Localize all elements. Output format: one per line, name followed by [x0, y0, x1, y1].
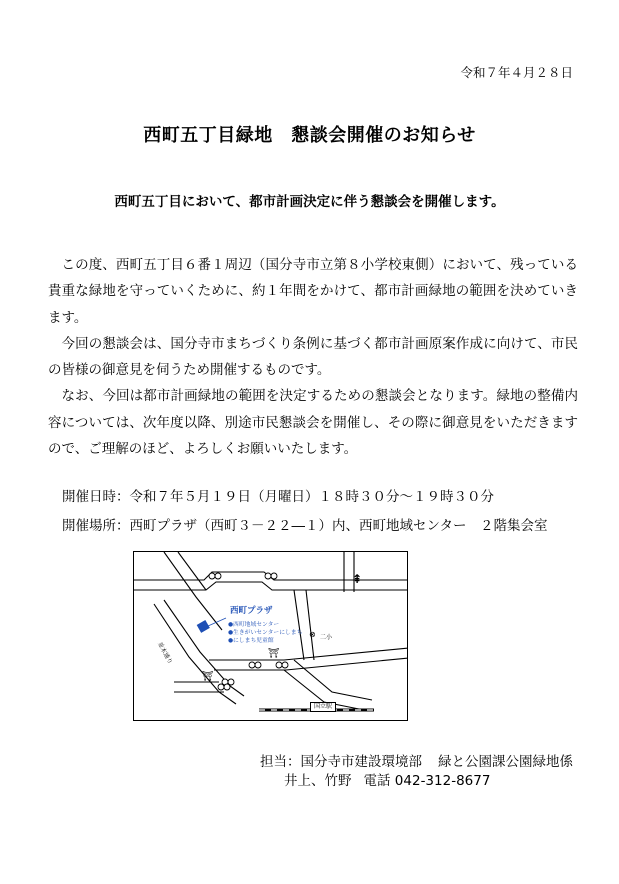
plaza-building-marker: [197, 620, 210, 633]
page-title: 西町五丁目緑地 懇談会開催のお知らせ: [143, 125, 476, 146]
contact-phone-label: 電話: [363, 773, 391, 789]
event-place-row: [62, 514, 582, 534]
map-facility-jidokan: ●にしまち児童館: [228, 638, 274, 644]
issue-date: 令和７年４月２８日: [460, 65, 573, 80]
location-map: [133, 551, 408, 721]
map-facility-ikigai: ●生きがいセンターにしまち: [228, 630, 303, 636]
map-facility-center: ●西町地域センター: [228, 622, 280, 628]
notice-body: [48, 252, 578, 462]
map-street-label: 並木通り: [156, 640, 174, 666]
shrine-icon: ⛩: [268, 649, 280, 659]
contact-line-2: [260, 772, 573, 791]
paragraph-purpose: 今回の懇談会は、国分寺市まちづくり条例に基づく都市計画原案作成に向けて、市民の皆様の御意見を伺うため開催するものです。: [48, 335, 578, 379]
contact-department: 国分寺市建設環境部: [300, 754, 422, 770]
paragraph-note: なお、今回は都市計画緑地の範囲を決定するための懇談会となります。緑地の整備内容については、次年度以降、別途市民懇談会を開催し、その際に御意見をいただきますので、ご理解のほど、よろしくお願いいたします。: [48, 388, 578, 458]
school-icon: ⊗: [309, 630, 316, 639]
contact-phone: 042-312-8677: [394, 773, 491, 789]
event-date-row: [62, 485, 582, 505]
plaza-leader-line: [208, 618, 226, 626]
map-school-label: 二小: [320, 634, 333, 641]
contact-label: 担当：: [260, 754, 301, 770]
contact-staff: 井上、竹野: [284, 773, 352, 789]
event-place-label: 開催場所：: [62, 518, 130, 534]
north-arrow-icon: ⇞: [352, 572, 363, 586]
map-station-label: 国立駅: [310, 702, 336, 712]
page-subtitle: 西町五丁目において、都市計画決定に伴う懇談会を開催します。: [114, 194, 505, 210]
contact-line-1: [260, 753, 573, 772]
contact-section: 緑と公園課公園緑地係: [438, 754, 573, 770]
paragraph-intro: この度、西町五丁目６番１周辺（国分寺市立第８小学校東側）において、残っている貴重な緑地を守っていくために、約１年間をかけて、都市計画緑地の範囲を決めていきます。: [48, 257, 578, 326]
event-date-value: 令和７年５月１９日（月曜日）１８時３０分～１９時３０分: [129, 489, 494, 505]
shrine-icon: ⛩: [202, 672, 214, 682]
map-plaza-name: 西町プラザ: [230, 606, 273, 616]
event-place-value: 西町プラザ（西町３－２２―１）内、西町地域センター ２階集会室: [129, 518, 548, 534]
event-date-label: 開催日時：: [62, 489, 130, 505]
contact-block: [260, 753, 573, 791]
